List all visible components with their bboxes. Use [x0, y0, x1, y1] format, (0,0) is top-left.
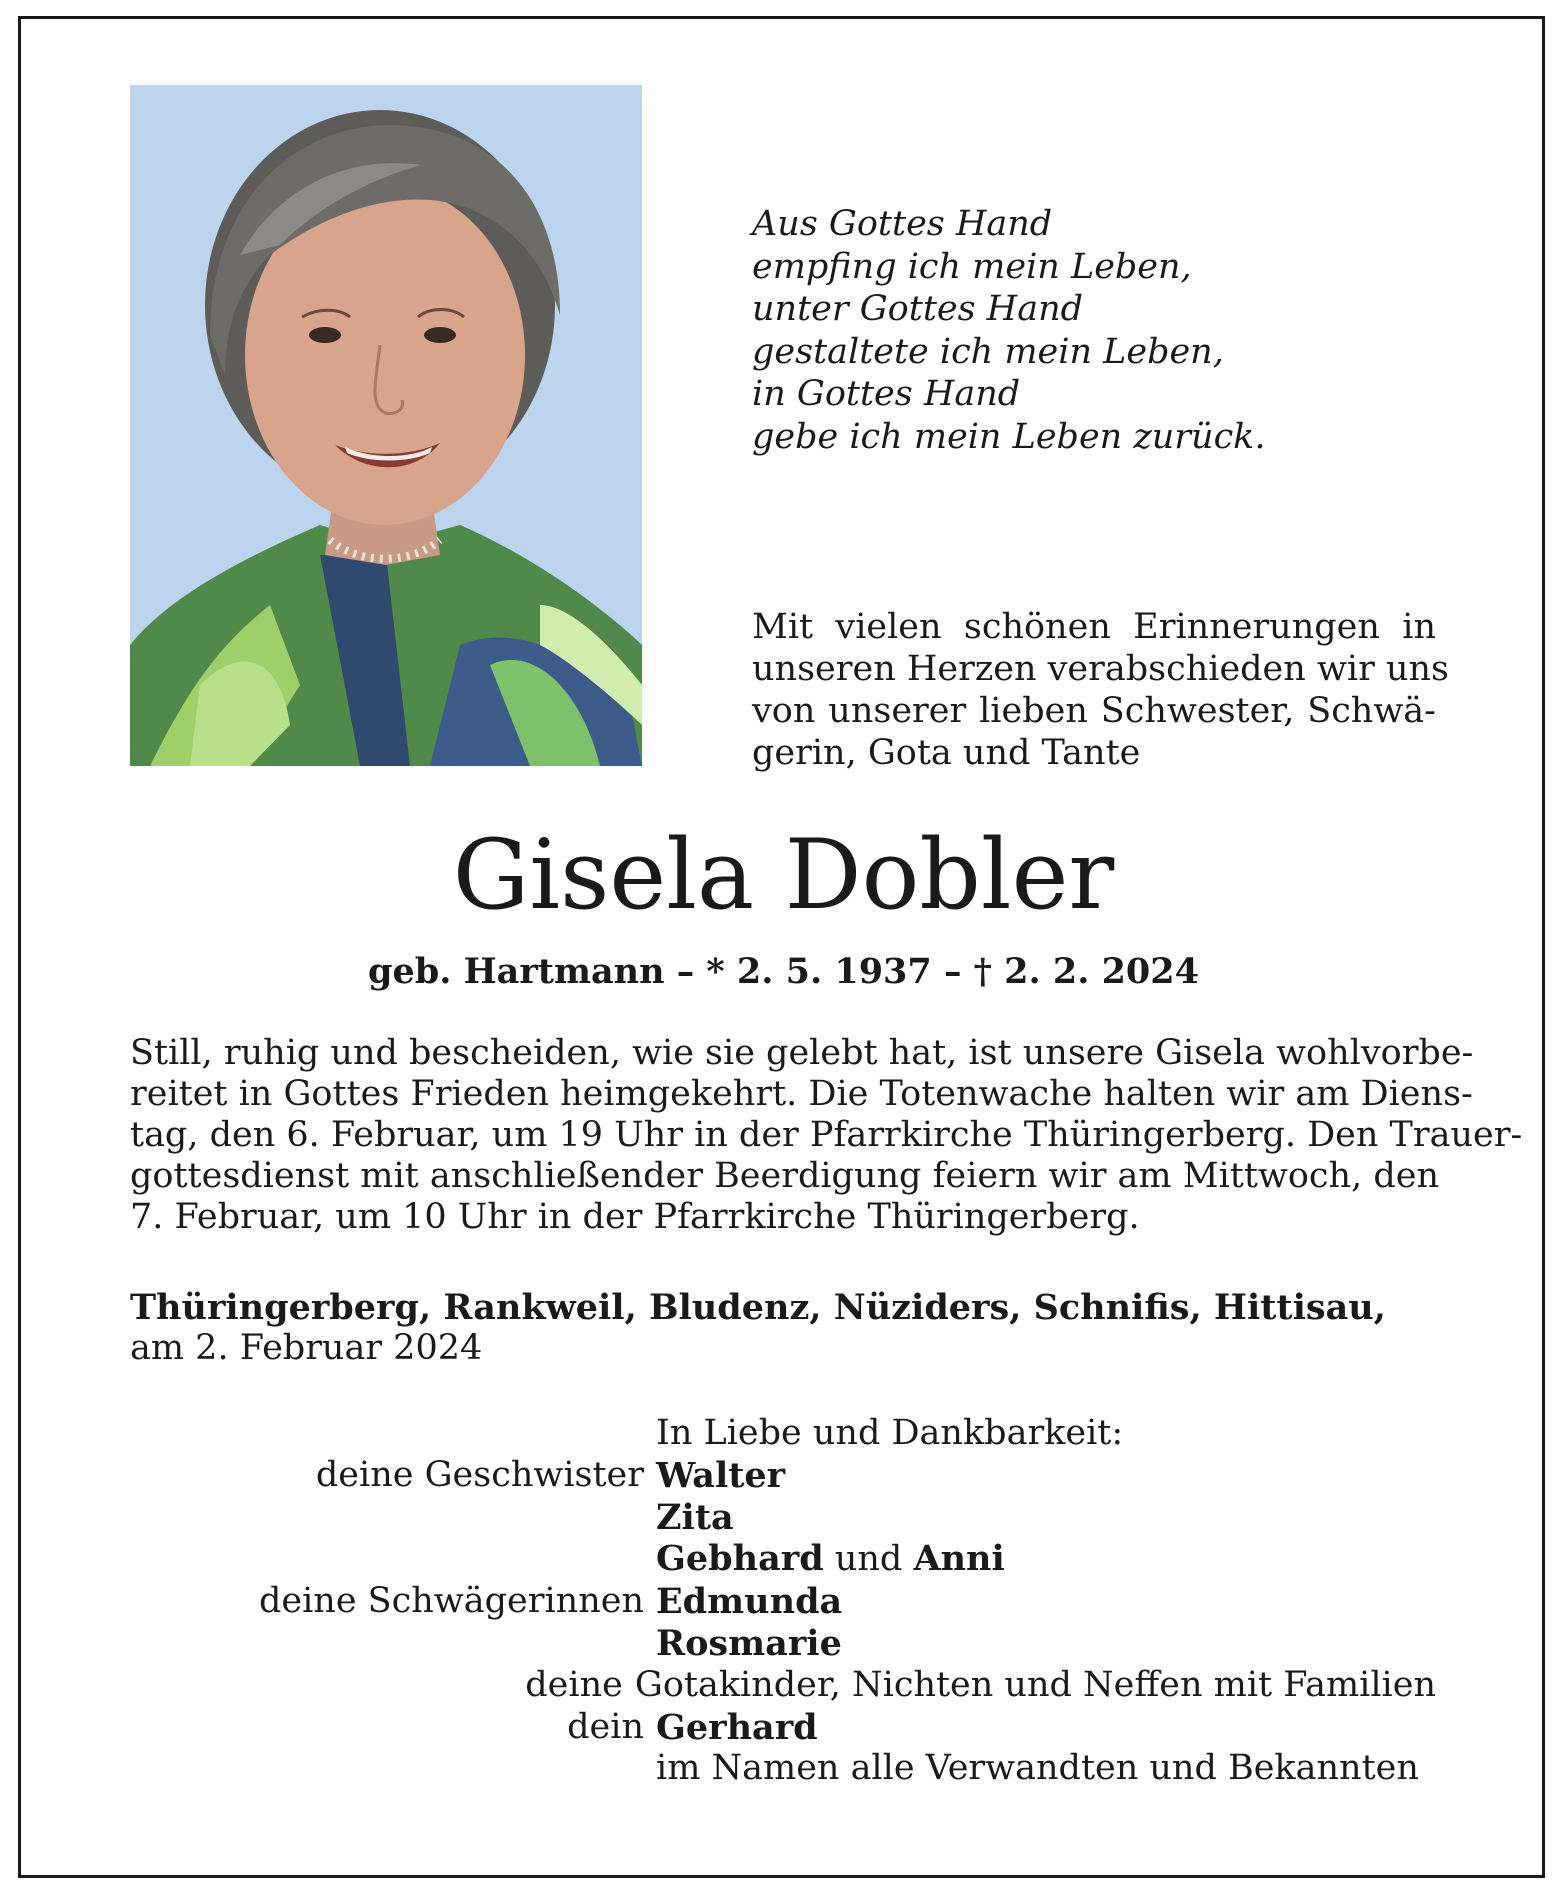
intro-line: gerin, Gota und Tante: [752, 733, 1141, 773]
signer-name: Walter: [656, 1454, 786, 1496]
intro-line: Mit vielen schönen Erinnerungen in: [752, 607, 1436, 647]
portrait-photo: [130, 85, 642, 766]
inlaws-label: deine Schwägerinnen: [258, 1581, 644, 1622]
signer-name: Edmunda: [656, 1581, 843, 1623]
relatives-label: deine: [525, 1664, 623, 1705]
quote-line: unter Gottes Hand: [752, 289, 1084, 329]
life-dates: geb. Hartmann – * 2. 5. 1937 – † 2. 2. 2024: [368, 951, 1199, 992]
quote-line: empfing ich mein Leben,: [752, 246, 1192, 287]
deceased-name: Gisela Dobler: [452, 819, 1115, 931]
signer-name: Gerhard: [656, 1706, 818, 1748]
intro-text: [752, 606, 1449, 774]
signer-name: Rosmarie: [656, 1622, 842, 1664]
places-block: [130, 1287, 1436, 1369]
quote-line: Aus Gottes Hand: [752, 204, 1053, 244]
signer-name: Anni: [913, 1538, 1005, 1580]
intro-line: unseren Herzen verabschieden wir uns: [752, 649, 1449, 689]
closing-text: im Namen alle Verwandten und Bekannten: [656, 1748, 1419, 1789]
intro-line: von unserer lieben Schwester, Schwä-: [752, 691, 1436, 731]
announcement-line: Still, ruhig und bescheiden, wie sie gelebt hat, ist unsere Gisela wohlvorbe-: [130, 1033, 1474, 1073]
places-date: am 2. Februar 2024: [130, 1328, 483, 1368]
announcement-line: reitet in Gottes Frieden heimgekehrt. Die Totenwache halten wir am Diens-: [130, 1074, 1473, 1114]
places-towns: Thüringerberg, Rankweil, Bludenz, Nüziders, Schnifis, Hittisau,: [130, 1287, 1386, 1328]
siblings-label: deine Geschwister: [315, 1454, 644, 1495]
announcement-line: gottesdienst mit anschließender Beerdigung feiern wir am Mittwoch, den: [130, 1156, 1439, 1196]
partner-label: dein: [567, 1706, 644, 1747]
quote-line: gebe ich mein Leben zurück.: [752, 416, 1266, 457]
announcement-line: tag, den 6. Februar, um 19 Uhr in der Pfarrkirche Thüringerberg. Den Trauer-: [130, 1115, 1523, 1155]
quote-line: gestaltete ich mein Leben,: [752, 331, 1224, 372]
signer-name: Zita: [656, 1496, 734, 1538]
and-word: und: [834, 1539, 903, 1580]
announcement-text: [130, 1033, 1523, 1238]
signers-heading: In Liebe und Dankbarkeit:: [656, 1413, 1124, 1453]
announcement-line: 7. Februar, um 10 Uhr in der Pfarrkirche Thüringerberg.: [130, 1197, 1140, 1237]
signer-name: Gebhard: [656, 1538, 824, 1580]
relatives-text: Gotakinder, Nichten und Neffen mit Familien: [634, 1664, 1436, 1705]
memorial-quote: [752, 203, 1372, 458]
quote-line: in Gottes Hand: [752, 374, 1021, 414]
signers-block: [130, 1413, 1436, 1790]
